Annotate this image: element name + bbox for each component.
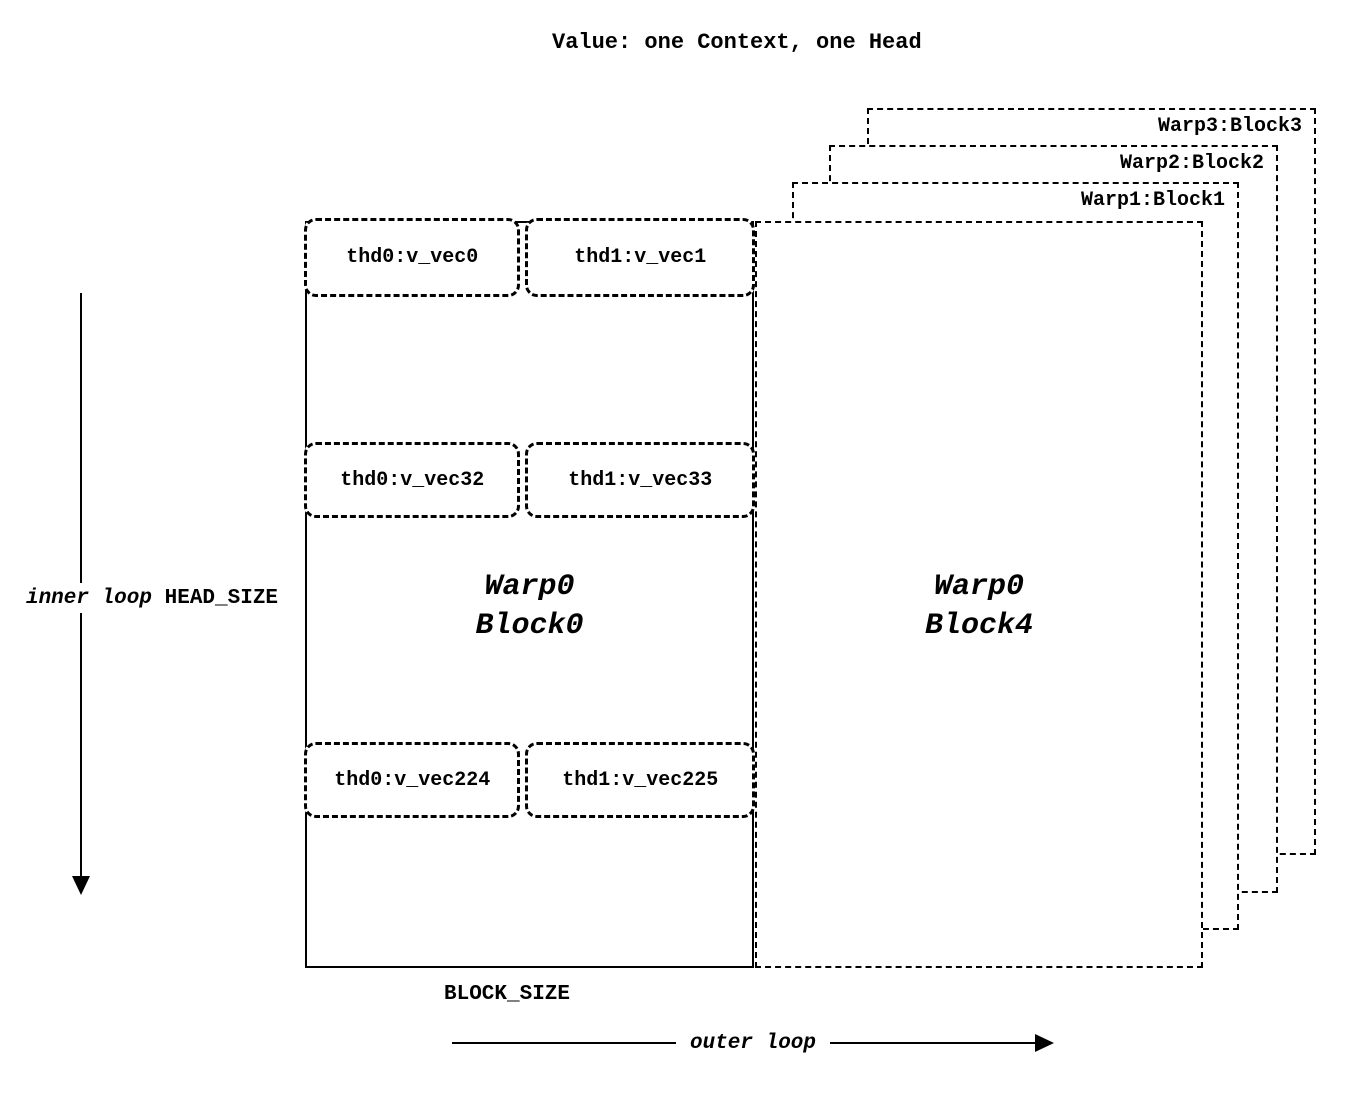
warp0-block4-label-line1: Warp0 bbox=[933, 570, 1024, 604]
block-size-label: BLOCK_SIZE bbox=[443, 983, 571, 1006]
thread-cell: thd1:v_vec225 bbox=[525, 742, 755, 818]
inner-loop-text: inner loop bbox=[25, 586, 152, 610]
warp3-block3-label: Warp3:Block3 bbox=[1157, 115, 1302, 138]
warp0-block0-card bbox=[305, 221, 754, 968]
warp0-block0-label-line2: Block0 bbox=[475, 609, 584, 643]
thread-row-1 bbox=[304, 442, 755, 518]
arrow-head-down-icon bbox=[72, 876, 90, 895]
thread-cell: thd0:v_vec0 bbox=[304, 218, 520, 297]
thread-cell: thd1:v_vec33 bbox=[525, 442, 755, 518]
inner-loop-label bbox=[18, 583, 286, 613]
warp0-block4-label bbox=[757, 568, 1201, 646]
warp0-block0-label bbox=[307, 568, 752, 646]
warp0-block4-card bbox=[755, 221, 1203, 968]
warp2-block2-label: Warp2:Block2 bbox=[1119, 152, 1264, 175]
thread-cell: thd1:v_vec1 bbox=[525, 218, 755, 297]
thread-cell: thd0:v_vec32 bbox=[304, 442, 520, 518]
thread-cell: thd0:v_vec224 bbox=[304, 742, 520, 818]
warp1-block1-label: Warp1:Block1 bbox=[1080, 189, 1225, 212]
head-size-text: HEAD_SIZE bbox=[164, 586, 279, 610]
label-spacer bbox=[152, 587, 165, 610]
outer-loop-label: outer loop bbox=[676, 1029, 830, 1057]
arrow-head-right-icon bbox=[1035, 1034, 1054, 1052]
warp0-block4-label-line2: Block4 bbox=[924, 609, 1034, 643]
thread-row-0 bbox=[304, 218, 755, 297]
thread-row-2 bbox=[304, 742, 755, 818]
warp0-block0-label-line1: Warp0 bbox=[484, 570, 575, 604]
diagram-title: Value: one Context, one Head bbox=[552, 30, 922, 55]
